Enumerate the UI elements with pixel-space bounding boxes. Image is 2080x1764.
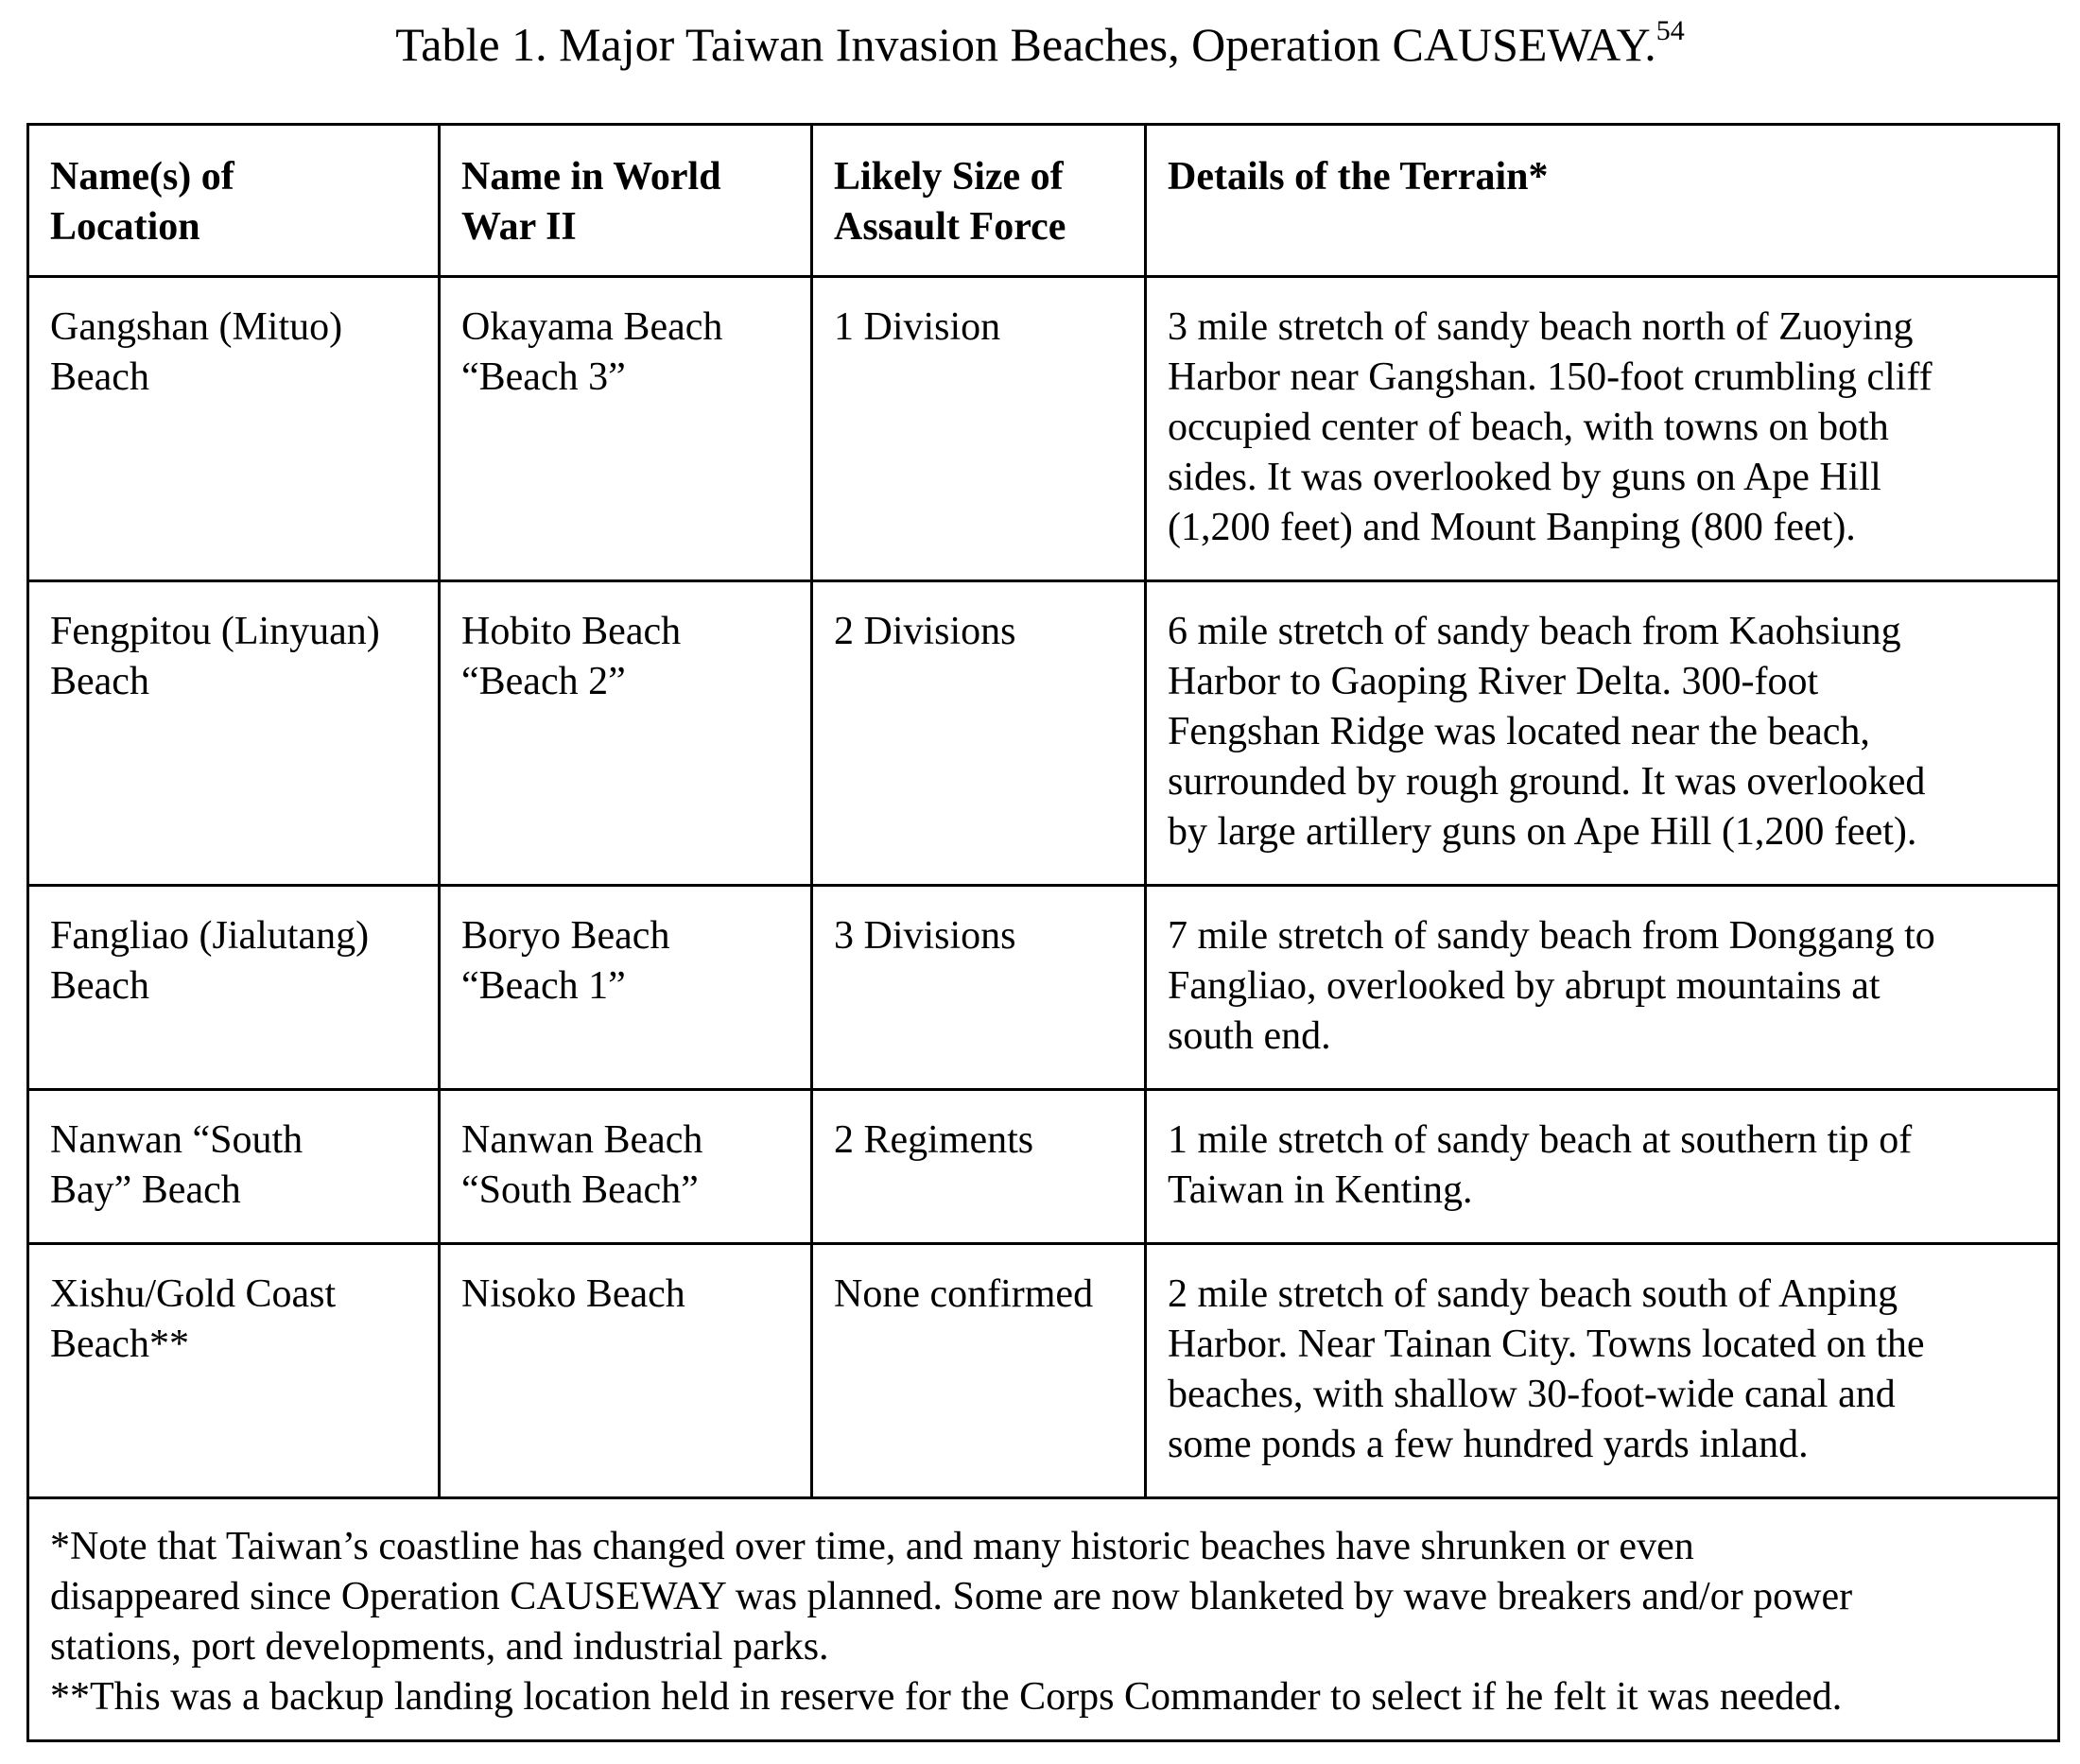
header-terrain-text: Details of the Terrain*	[1168, 155, 1549, 199]
cell-ww2-name	[440, 1244, 812, 1498]
header-ww2-line2: War II	[461, 205, 577, 249]
ww2-line1: Boryo Beach	[461, 914, 670, 958]
note-line: **This was a backup landing location held in reserve for the Corps Commander to select if he felt it was needed.	[50, 1675, 1843, 1719]
location-line2: Bay” Beach	[50, 1168, 241, 1212]
cell-location	[28, 277, 440, 581]
location-line1: Xishu/Gold Coast	[50, 1272, 337, 1316]
terrain-line: sides. It was overlooked by guns on Ape Hill	[1168, 456, 1881, 499]
table-row	[28, 581, 2059, 886]
cell-location	[28, 1244, 440, 1498]
cell-location	[28, 581, 440, 886]
header-ww2-line1: Name in World	[461, 155, 721, 199]
note-line: stations, port developments, and industrial parks.	[50, 1625, 829, 1669]
note-line: *Note that Taiwan’s coastline has changed over time, and many historic beaches have shrunken or even	[50, 1525, 1694, 1568]
table-caption	[0, 13, 2080, 76]
terrain-line: by large artillery guns on Ape Hill (1,200 feet).	[1168, 810, 1917, 854]
table-header-row	[28, 125, 2059, 277]
terrain-line: 2 mile stretch of sandy beach south of Anping	[1168, 1272, 1898, 1316]
terrain-line: occupied center of beach, with towns on both	[1168, 406, 1889, 449]
cell-terrain	[1146, 277, 2059, 581]
terrain-line: 7 mile stretch of sandy beach from Donggang to	[1168, 914, 1935, 958]
cell-ww2-name	[440, 277, 812, 581]
location-line2: Beach	[50, 355, 149, 399]
cell-terrain	[1146, 581, 2059, 886]
terrain-line: Harbor near Gangshan. 150-foot crumbling cliff	[1168, 355, 1933, 399]
cell-ww2-name	[440, 1090, 812, 1244]
table-row	[28, 277, 2059, 581]
ww2-line1: Okayama Beach	[461, 305, 723, 349]
header-force-line1: Likely Size of	[834, 155, 1064, 199]
table-row	[28, 1090, 2059, 1244]
location-line2: Beach**	[50, 1323, 189, 1366]
cell-ww2-name	[440, 581, 812, 886]
terrain-line: beaches, with shallow 30-foot-wide canal and	[1168, 1373, 1896, 1416]
force-text: 2 Divisions	[834, 610, 1016, 653]
invasion-beaches-table	[26, 123, 2060, 1742]
terrain-line: Fengshan Ridge was located near the beach,	[1168, 710, 1870, 753]
ww2-line1: Nisoko Beach	[461, 1272, 685, 1316]
table-notes	[28, 1498, 2059, 1741]
ww2-line2: “Beach 1”	[461, 964, 626, 1008]
footnote-reference: 54	[1655, 15, 1685, 46]
cell-force-size	[812, 886, 1146, 1090]
caption-text: Table 1. Major Taiwan Invasion Beaches, Operation CAUSEWAY.	[395, 18, 1656, 71]
force-text: 2 Regiments	[834, 1118, 1034, 1162]
header-location	[28, 125, 440, 277]
terrain-line: 1 mile stretch of sandy beach at southern tip of	[1168, 1118, 1913, 1162]
location-line1: Nanwan “South	[50, 1118, 303, 1162]
cell-location	[28, 1090, 440, 1244]
cell-force-size	[812, 1090, 1146, 1244]
terrain-line: 3 mile stretch of sandy beach north of Zuoying	[1168, 305, 1914, 349]
cell-ww2-name	[440, 886, 812, 1090]
header-location-line2: Location	[50, 205, 200, 249]
cell-force-size	[812, 277, 1146, 581]
ww2-line1: Hobito Beach	[461, 610, 682, 653]
header-terrain	[1146, 125, 2059, 277]
ww2-line2: “Beach 3”	[461, 355, 626, 399]
cell-terrain	[1146, 1244, 2059, 1498]
terrain-line: 6 mile stretch of sandy beach from Kaohsiung	[1168, 610, 1901, 653]
header-force-line2: Assault Force	[834, 205, 1066, 249]
force-text: 3 Divisions	[834, 914, 1016, 958]
cell-force-size	[812, 1244, 1146, 1498]
location-line1: Fangliao (Jialutang)	[50, 914, 370, 958]
terrain-line: surrounded by rough ground. It was overlooked	[1168, 760, 1926, 804]
force-text: 1 Division	[834, 305, 1001, 349]
cell-terrain	[1146, 886, 2059, 1090]
terrain-line: (1,200 feet) and Mount Banping (800 feet).	[1168, 506, 1856, 549]
ww2-line2: “South Beach”	[461, 1168, 699, 1212]
cell-force-size	[812, 581, 1146, 886]
force-text: None confirmed	[834, 1272, 1094, 1316]
table-row	[28, 886, 2059, 1090]
terrain-line: Fangliao, overlooked by abrupt mountains at	[1168, 964, 1881, 1008]
terrain-line: some ponds a few hundred yards inland.	[1168, 1423, 1809, 1466]
terrain-line: Harbor to Gaoping River Delta. 300-foot	[1168, 660, 1819, 703]
location-line1: Fengpitou (Linyuan)	[50, 610, 380, 653]
location-line1: Gangshan (Mituo)	[50, 305, 343, 349]
table-row	[28, 1244, 2059, 1498]
terrain-line: south end.	[1168, 1014, 1331, 1058]
location-line2: Beach	[50, 964, 149, 1008]
terrain-line: Harbor. Near Tainan City. Towns located on the	[1168, 1323, 1925, 1366]
terrain-line: Taiwan in Kenting.	[1168, 1168, 1473, 1212]
note-line: disappeared since Operation CAUSEWAY was planned. Some are now blanketed by wave breakers and/or power	[50, 1575, 1853, 1618]
ww2-line1: Nanwan Beach	[461, 1118, 703, 1162]
header-ww2-name	[440, 125, 812, 277]
header-location-line1: Name(s) of	[50, 155, 234, 199]
cell-location	[28, 886, 440, 1090]
location-line2: Beach	[50, 660, 149, 703]
cell-terrain	[1146, 1090, 2059, 1244]
table-notes-row	[28, 1498, 2059, 1741]
header-force-size	[812, 125, 1146, 277]
ww2-line2: “Beach 2”	[461, 660, 626, 703]
